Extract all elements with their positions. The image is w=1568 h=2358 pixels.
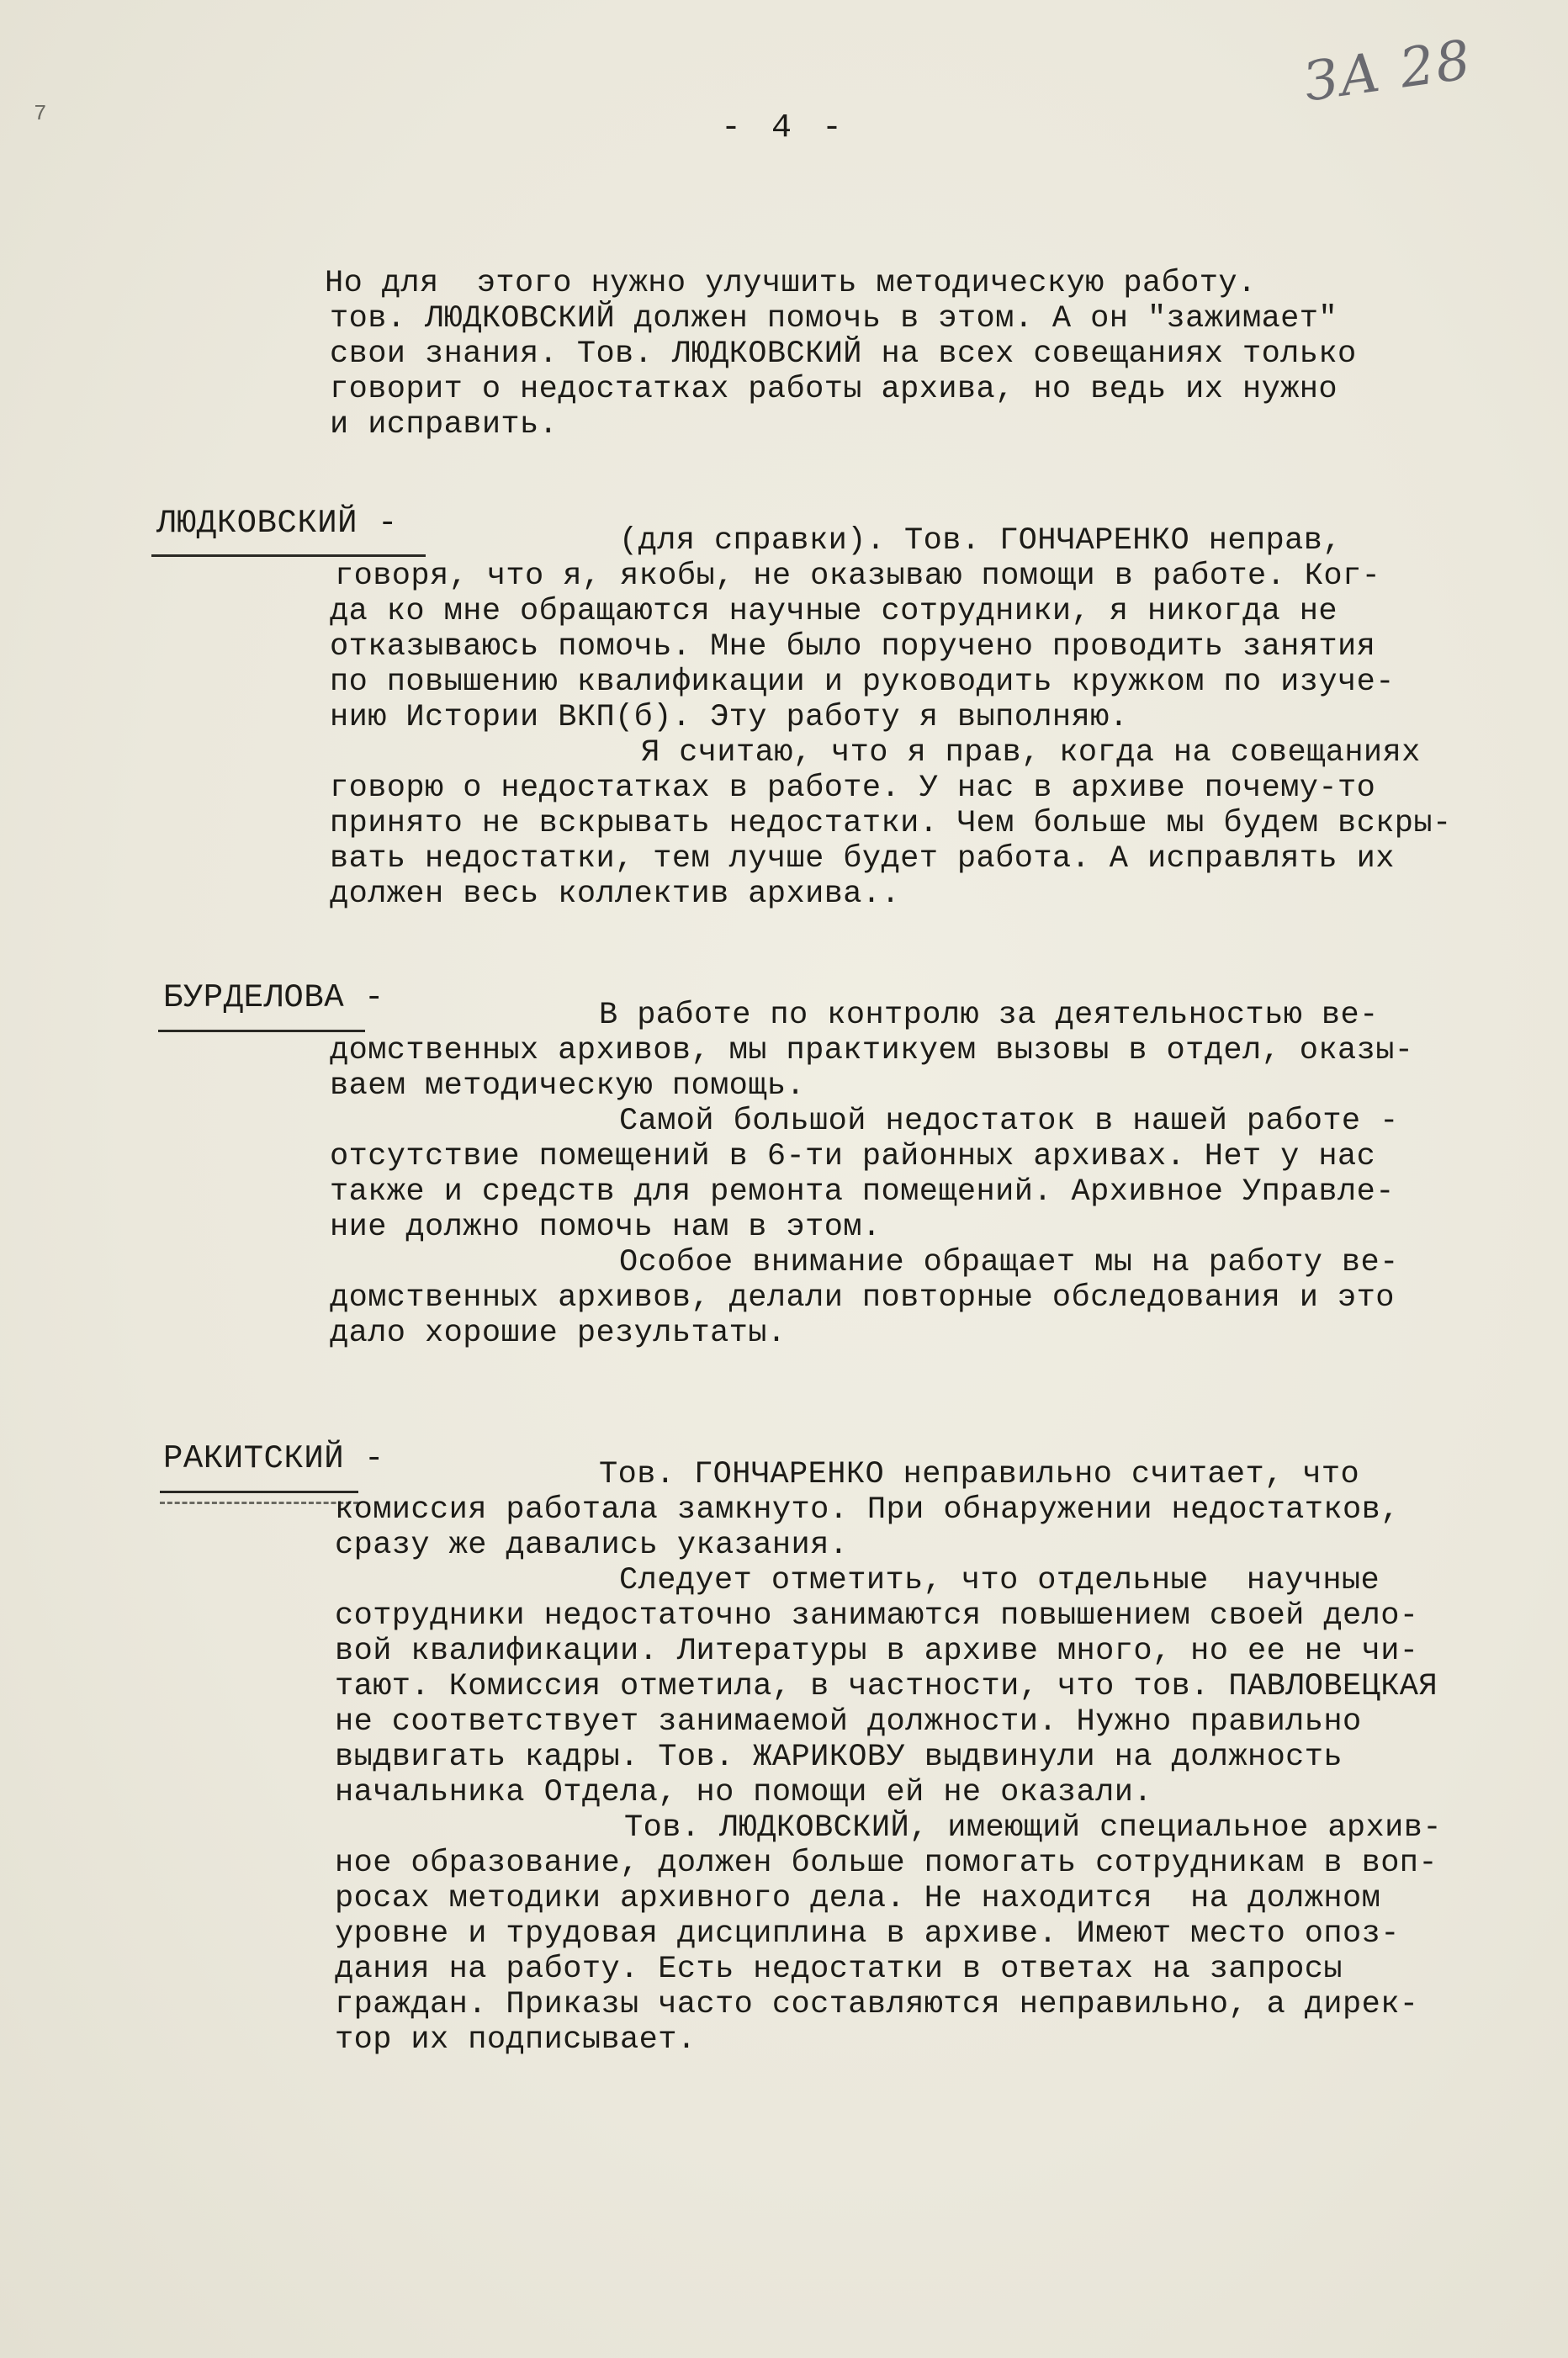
text-line: ваем методическую помощь. xyxy=(330,1068,806,1104)
text-line: Тов. ГОНЧАРЕНКО неправильно считает, что xyxy=(599,1457,1360,1492)
text-line: Самой большой недостаток в нашей работе - xyxy=(619,1104,1399,1139)
text-line: да ко мне обращаются научные сотрудники, я никогда не xyxy=(330,594,1338,629)
text-line: домственных архивов, делали повторные обследования и это xyxy=(330,1280,1395,1316)
page-number: - 4 - xyxy=(720,109,848,147)
text-line: Но для этого нужно улучшить методическую работу. xyxy=(325,266,1257,301)
speaker-underline xyxy=(151,554,426,557)
text-line: по повышению квалификации и руководить кружком по изуче- xyxy=(330,665,1395,700)
text-line: начальника Отдела, но помощи ей не оказали. xyxy=(335,1775,1152,1810)
text-line: нию Истории ВКП(б). Эту работу я выполняю. xyxy=(330,700,1129,735)
text-line: выдвигать кадры. Тов. ЖАРИКОВУ выдвинули на должность xyxy=(335,1740,1343,1775)
speaker-underline xyxy=(160,1491,358,1493)
text-line: граждан. Приказы часто составляются неправильно, а дирек- xyxy=(335,1987,1419,2022)
text-line: дало хорошие результаты. xyxy=(330,1316,787,1351)
text-line: тают. Комиссия отметила, в частности, что тов. ПАВЛОВЕЦКАЯ xyxy=(335,1669,1438,1704)
margin-mark: 7 xyxy=(34,101,47,126)
text-line: отсутствие помещений в 6-ти районных архивах. Нет у нас xyxy=(330,1139,1376,1174)
text-line: (для справки). Тов. ГОНЧАРЕНКО неправ, xyxy=(619,523,1342,559)
text-line: вать недостатки, тем лучше будет работа. А исправлять их xyxy=(330,841,1395,877)
text-line: отказываюсь помочь. Мне было поручено проводить занятия xyxy=(330,629,1376,665)
text-line: вой квалификации. Литературы в архиве много, но ее не чи- xyxy=(335,1634,1419,1669)
text-line: Тов. ЛЮДКОВСКИЙ, имеющий специальное архив- xyxy=(624,1810,1442,1846)
text-line: тор их подписывает. xyxy=(335,2022,697,2058)
text-line: сразу же давались указания. xyxy=(335,1528,849,1563)
speaker-name: РАКИТСКИЙ - xyxy=(163,1440,384,1477)
text-line: росах методики архивного дела. Не находится на должном xyxy=(335,1881,1381,1916)
text-line: Я считаю, что я прав, когда на совещаниях xyxy=(641,735,1421,771)
speaker-underline-dashed xyxy=(160,1502,358,1504)
text-line: должен весь коллектив архива.. xyxy=(330,877,901,912)
text-line: Особое внимание обращает мы на работу ве- xyxy=(619,1245,1399,1280)
text-line: и исправить. xyxy=(330,407,559,442)
text-line: говорю о недостатках в работе. У нас в архиве почему-то xyxy=(330,771,1376,806)
speaker-name: ЛЮДКОВСКИЙ - xyxy=(156,505,398,542)
text-line: домственных архивов, мы практикуем вызовы в отдел, оказы- xyxy=(330,1033,1414,1068)
text-line: не соответствует занимаемой должности. Нужно правильно xyxy=(335,1704,1362,1740)
text-line: тов. ЛЮДКОВСКИЙ должен помочь в этом. А он "зажимает" xyxy=(330,301,1338,336)
text-line: Следует отметить, что отдельные научные xyxy=(619,1563,1380,1598)
text-line: ное образование, должен больше помогать сотрудникам в воп- xyxy=(335,1846,1438,1881)
text-line: также и средств для ремонта помещений. Архивное Управле- xyxy=(330,1174,1395,1210)
text-line: В работе по контролю за деятельностью ве- xyxy=(599,998,1379,1033)
text-line: комиссия работала замкнуто. При обнаружении недостатков, xyxy=(335,1492,1400,1528)
text-line: уровне и трудовая дисциплина в архиве. Имеют место опоз- xyxy=(335,1916,1400,1952)
text-line: дания на работу. Есть недостатки в ответах на запросы xyxy=(335,1952,1343,1987)
text-line: говоря, что я, якобы, не оказываю помощи в работе. Ког- xyxy=(335,559,1381,594)
speaker-underline xyxy=(158,1030,365,1032)
text-line: свои знания. Тов. ЛЮДКОВСКИЙ на всех совещаниях только xyxy=(330,336,1357,372)
text-line: говорит о недостатках работы архива, но ведь их нужно xyxy=(330,372,1338,407)
text-line: сотрудники недостаточно занимаются повышением своей дело- xyxy=(335,1598,1419,1634)
text-line: ние должно помочь нам в этом. xyxy=(330,1210,882,1245)
speaker-name: БУРДЕЛОВА - xyxy=(163,979,384,1016)
text-line: принято не вскрывать недостатки. Чем больше мы будем вскры- xyxy=(330,806,1452,841)
archive-page-mark: ЗА 28 xyxy=(1300,29,1476,114)
